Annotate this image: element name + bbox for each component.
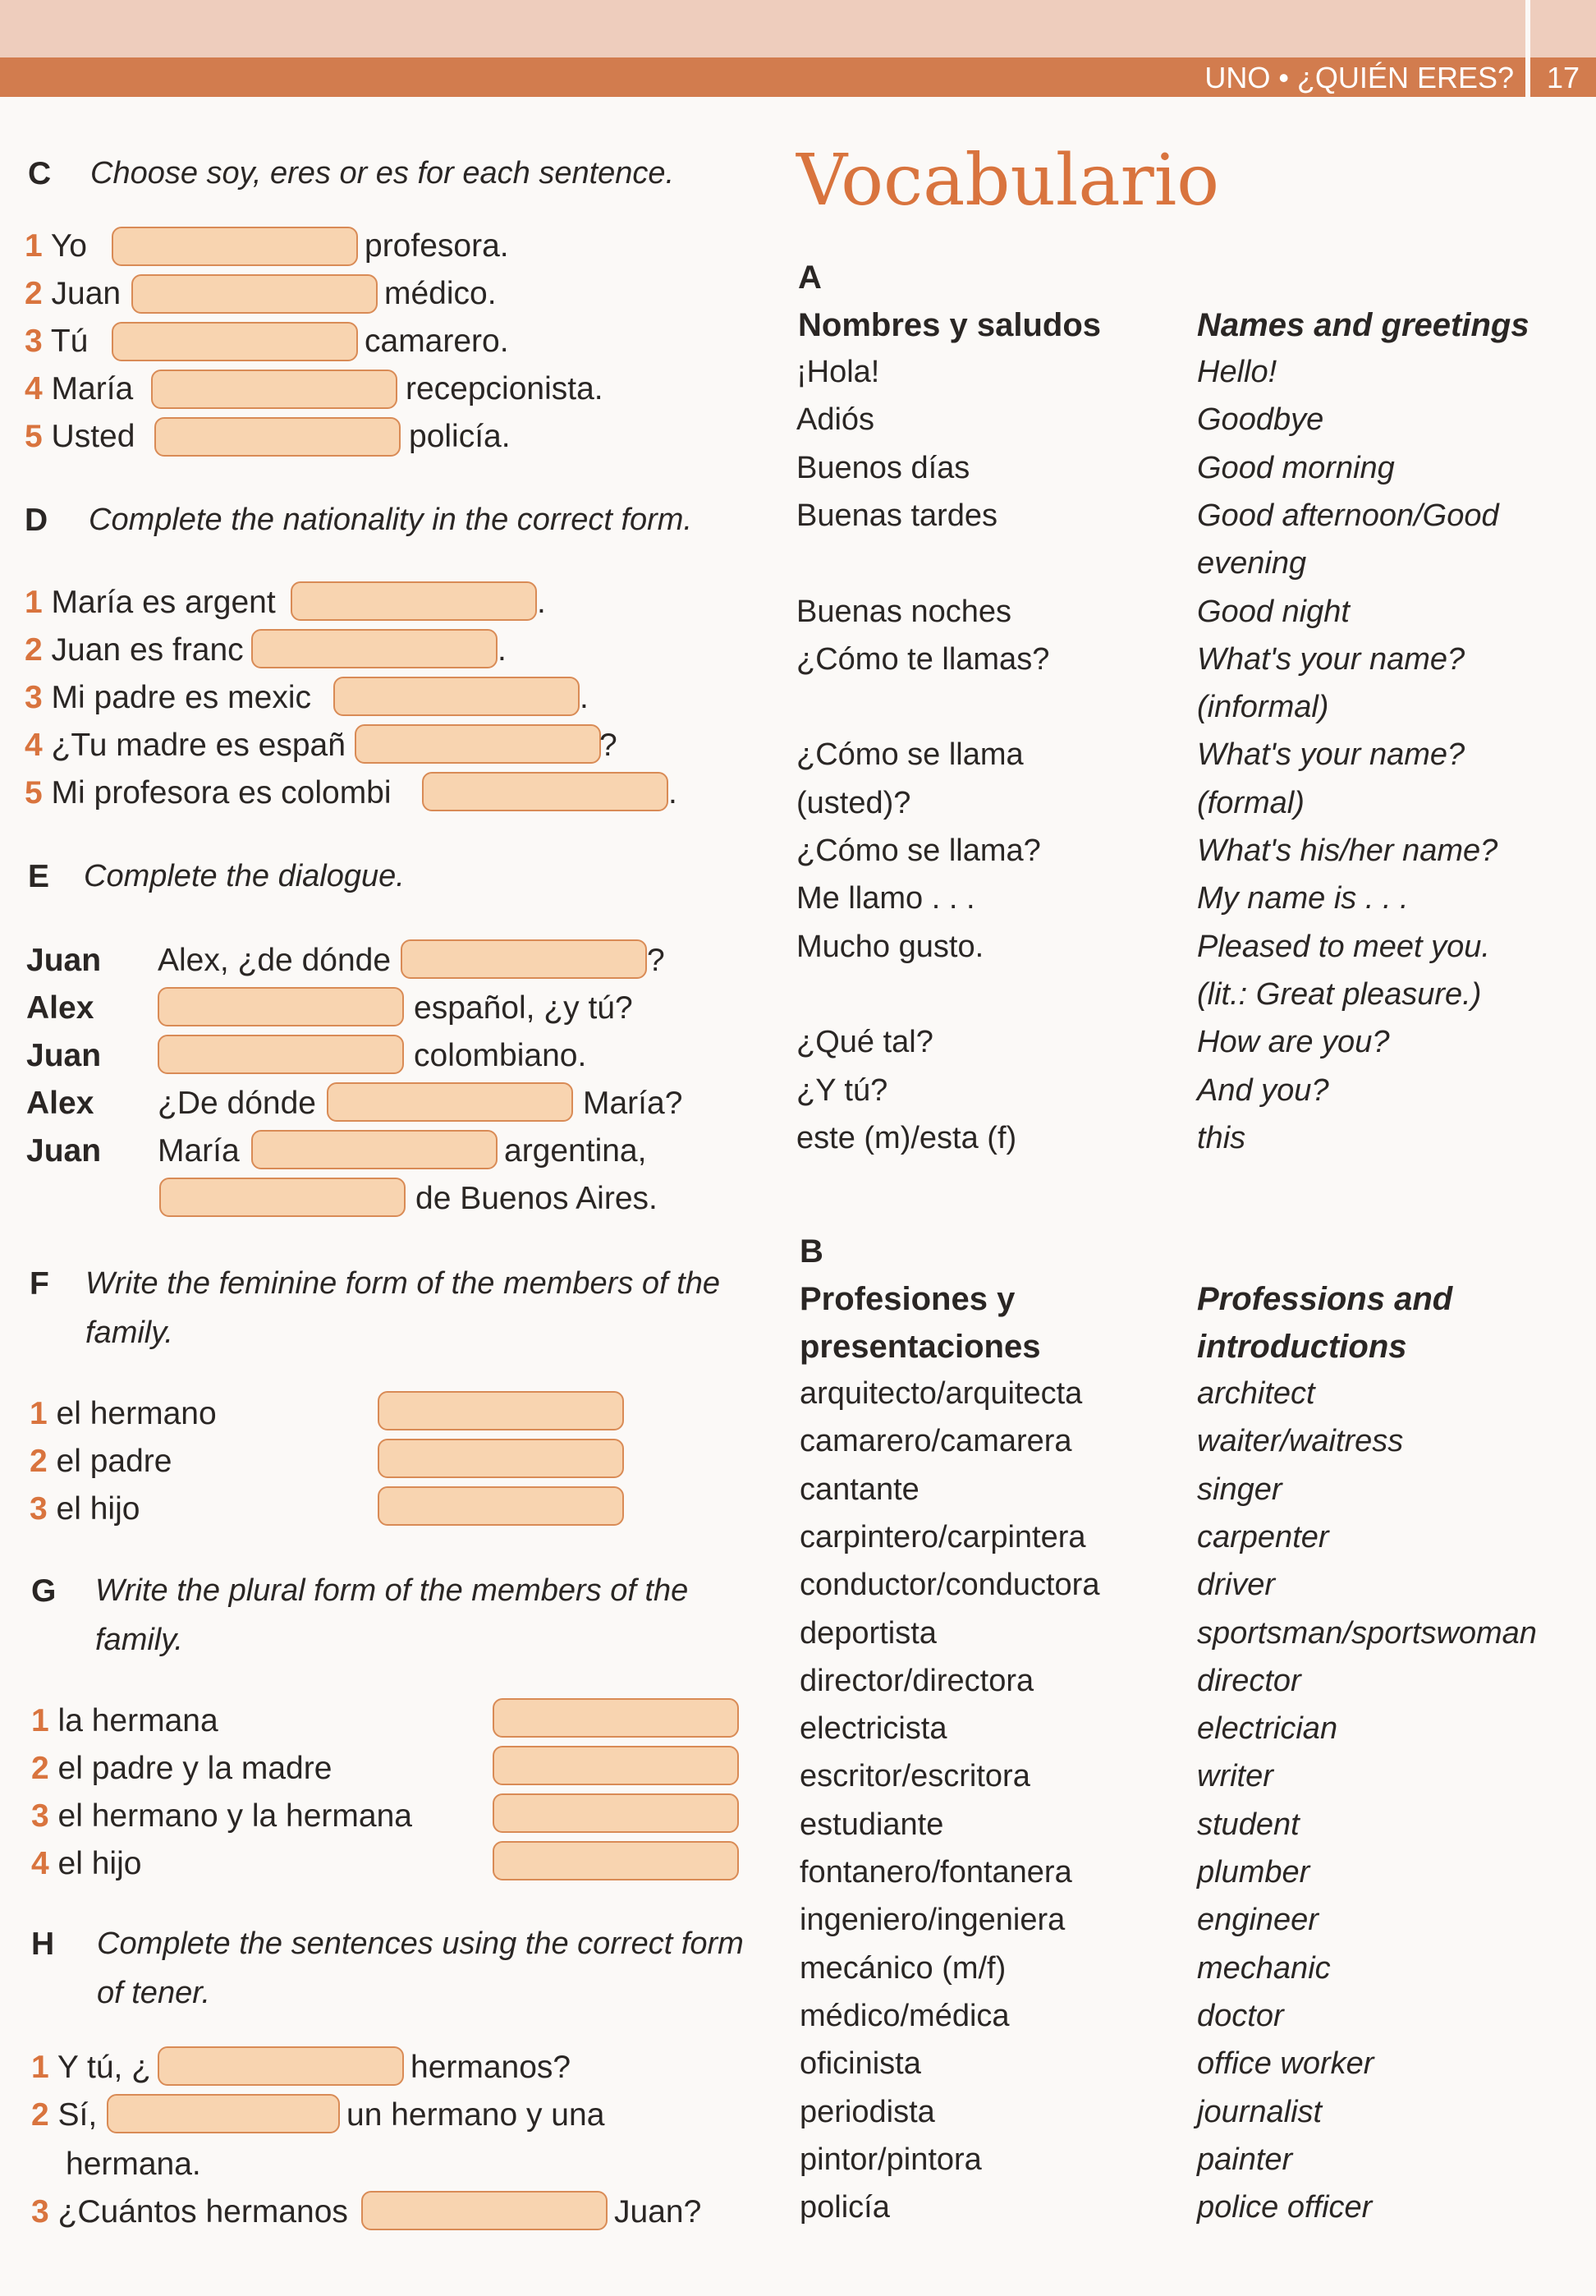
- item-text-after: ?: [599, 728, 617, 763]
- dialogue-text: ¿De dónde: [158, 1086, 316, 1121]
- dialogue-text: Alex, ¿de dónde: [158, 943, 392, 978]
- vocab-term-en: electrician: [1197, 1711, 1338, 1747]
- answer-field[interactable]: [493, 1746, 739, 1785]
- vocab-term-es: ¿Cómo te llamas?: [796, 641, 1050, 677]
- vocab-term-en: doctor: [1197, 1998, 1284, 2033]
- vocab-term-es: oficinista: [800, 2046, 921, 2082]
- answer-field[interactable]: [151, 370, 397, 409]
- answer-field[interactable]: [158, 1035, 404, 1074]
- vocabulary-title: Vocabulario: [796, 140, 1220, 222]
- answer-field[interactable]: [327, 1082, 573, 1122]
- item-number: 3: [25, 324, 43, 359]
- answer-field[interactable]: [493, 1793, 739, 1833]
- exercise-item: [25, 324, 88, 360]
- item-text: Juan: [51, 276, 122, 311]
- exercise-item: [25, 585, 276, 621]
- item-text: Mi profesora es colombi: [51, 775, 392, 810]
- vocab-term-es: escritor/escritora: [800, 1759, 1030, 1794]
- exercise-item: [25, 419, 135, 455]
- vocab-term-es: electricista: [800, 1711, 947, 1747]
- exercise-letter: G: [31, 1573, 57, 1609]
- exercise-item: [31, 2194, 348, 2230]
- dialogue-speaker: Juan: [26, 1038, 102, 1073]
- exercise-instruction: Complete the sentences using the correct form: [97, 1926, 744, 1961]
- vocab-es-heading: presentaciones: [800, 1329, 1041, 1365]
- item-text: la hermana: [57, 1703, 218, 1738]
- item-text-after: .: [537, 585, 546, 620]
- dialogue-speaker: Juan: [26, 1133, 102, 1169]
- item-text: Sí,: [57, 2097, 98, 2133]
- item-number: 2: [30, 1444, 48, 1479]
- vocab-term-en: (lit.: Great pleasure.): [1197, 976, 1482, 1012]
- item-text-after: profesora.: [365, 228, 509, 264]
- exercise-letter: D: [25, 503, 48, 538]
- exercise-item: [31, 1846, 141, 1882]
- exercise-instruction: Choose soy, eres or es for each sentence.: [90, 156, 675, 191]
- vocab-en-heading: Professions and: [1197, 1281, 1453, 1317]
- dialogue-text-after: ?: [647, 943, 665, 978]
- answer-field[interactable]: [112, 322, 358, 361]
- vocab-term-es: Me llamo . . .: [796, 881, 975, 916]
- vocab-term-en: What's your name?: [1197, 641, 1465, 677]
- item-text-after: Juan?: [614, 2194, 702, 2229]
- vocab-term-es: arquitecto/arquitecta: [800, 1376, 1083, 1411]
- exercise-instruction: of tener.: [97, 1976, 211, 2010]
- vocab-term-en: evening: [1197, 546, 1307, 581]
- dialogue-text-after: argentina,: [504, 1133, 647, 1169]
- item-number: 2: [31, 1751, 49, 1786]
- dialogue-speaker: Alex: [26, 990, 94, 1026]
- item-text: el hijo: [56, 1491, 140, 1527]
- dialogue-speaker: Juan: [26, 943, 102, 978]
- answer-field[interactable]: [154, 417, 401, 457]
- item-number: 3: [31, 2194, 49, 2229]
- vocab-term-en: this: [1197, 1120, 1246, 1155]
- dialogue-text-after: de Buenos Aires.: [415, 1181, 658, 1216]
- dialogue-text-after: colombiano.: [414, 1038, 587, 1073]
- vocab-term-en: singer: [1197, 1472, 1282, 1507]
- exercise-item: [25, 276, 121, 312]
- vocab-en-heading: introductions: [1197, 1329, 1407, 1365]
- exercise-item: [25, 775, 392, 811]
- exercise-letter: H: [31, 1926, 55, 1962]
- answer-field[interactable]: [251, 629, 498, 668]
- exercise-instruction: Write the plural form of the members of the: [95, 1573, 689, 1608]
- item-text: el hermano y la hermana: [57, 1798, 412, 1834]
- vocab-term-en: engineer: [1197, 1903, 1319, 1938]
- exercise-instruction: Write the feminine form of the members of the: [85, 1266, 720, 1301]
- exercise-item: [25, 228, 87, 264]
- item-number: 4: [25, 371, 43, 406]
- vocab-term-es: director/directora: [800, 1663, 1034, 1698]
- dialogue-text: María: [158, 1133, 240, 1169]
- item-text: María es argent: [51, 585, 276, 620]
- answer-field[interactable]: [361, 2191, 608, 2230]
- vocab-term-en: How are you?: [1197, 1025, 1390, 1060]
- vocab-term-es: policía: [800, 2190, 890, 2225]
- vocab-term-es: ¿Cómo se llama?: [796, 833, 1041, 868]
- vocab-term-en: And you?: [1197, 1072, 1329, 1108]
- item-number: 1: [31, 2050, 49, 2085]
- answer-field[interactable]: [493, 1698, 739, 1738]
- item-text-after: .: [668, 775, 677, 810]
- item-text-after: camarero.: [365, 324, 509, 359]
- item-number: 1: [30, 1396, 48, 1431]
- vocab-term-en: painter: [1197, 2142, 1293, 2177]
- item-text-after: médico.: [384, 276, 497, 311]
- vocab-term-es: fontanero/fontanera: [800, 1855, 1072, 1890]
- item-text: María: [51, 371, 134, 406]
- item-text-after: recepcionista.: [406, 371, 603, 406]
- item-number: 2: [25, 276, 43, 311]
- page-number: 17: [1546, 61, 1580, 94]
- vocab-es-heading: Profesiones y: [800, 1281, 1016, 1317]
- vocab-term-en: driver: [1197, 1568, 1276, 1603]
- answer-field[interactable]: [107, 2094, 340, 2133]
- answer-field[interactable]: [378, 1439, 624, 1478]
- vocab-term-en: office worker: [1197, 2046, 1374, 2082]
- vocab-term-en: Hello!: [1197, 355, 1277, 389]
- exercise-item: [30, 1444, 172, 1480]
- vocab-term-en: My name is . . .: [1197, 881, 1409, 916]
- vocab-term-es: Mucho gusto.: [796, 929, 984, 964]
- vocab-term-en: student: [1197, 1807, 1300, 1842]
- exercise-item: [31, 2097, 97, 2133]
- item-text-after: policía.: [409, 419, 511, 454]
- exercise-instruction: Complete the dialogue.: [84, 859, 405, 893]
- item-text: el padre y la madre: [57, 1751, 332, 1786]
- vocab-term-es: mecánico (m/f): [800, 1950, 1007, 1986]
- vocab-term-en: Goodbye: [1197, 402, 1324, 438]
- vocab-term-en: police officer: [1197, 2190, 1373, 2225]
- item-text-after: un hermano y una: [346, 2097, 605, 2133]
- item-number: 3: [30, 1491, 48, 1527]
- item-number: 4: [25, 728, 43, 763]
- vocab-term-en: waiter/waitress: [1197, 1424, 1404, 1459]
- vocab-es-heading: Nombres y saludos: [798, 307, 1102, 343]
- answer-field[interactable]: [333, 677, 580, 716]
- answer-field[interactable]: [378, 1391, 624, 1430]
- vocab-section-letter: A: [798, 259, 822, 296]
- answer-field[interactable]: [355, 724, 601, 764]
- exercise-item: [30, 1491, 140, 1527]
- answer-field[interactable]: [131, 274, 378, 314]
- item-number: 1: [25, 228, 43, 264]
- item-text-continued: hermana.: [66, 2147, 201, 2182]
- vocab-term-en: director: [1197, 1663, 1301, 1698]
- vocab-term-en: Good morning: [1197, 450, 1395, 485]
- exercise-letter: C: [28, 156, 52, 191]
- header-top-band: [0, 0, 1596, 57]
- vocab-term-en: Good afternoon/Good: [1197, 498, 1499, 533]
- exercise-letter: E: [28, 859, 50, 894]
- item-text: el padre: [56, 1444, 172, 1479]
- vocab-term-es: este (m)/esta (f): [796, 1120, 1017, 1155]
- vocab-term-es: Adiós: [796, 402, 875, 438]
- item-text: ¿Tu madre es españ: [51, 728, 346, 763]
- item-number: 1: [25, 585, 43, 620]
- exercise-item: [31, 2050, 151, 2086]
- exercise-item: [31, 1703, 218, 1739]
- item-text: Juan es franc: [51, 632, 244, 668]
- item-number: 3: [31, 1798, 49, 1834]
- answer-field[interactable]: [112, 227, 358, 266]
- dialogue-speaker: Alex: [26, 1086, 94, 1121]
- vocab-term-en: (formal): [1197, 785, 1305, 820]
- item-text-after: .: [498, 632, 507, 668]
- answer-field[interactable]: [158, 2046, 404, 2086]
- vocab-term-en: plumber: [1197, 1855, 1310, 1890]
- exercise-item: [25, 728, 346, 764]
- dialogue-text-after: María?: [583, 1086, 683, 1121]
- vocab-term-es: (usted)?: [796, 785, 911, 820]
- vocab-section-letter: B: [800, 1233, 823, 1270]
- vocab-term-es: ¿Qué tal?: [796, 1025, 933, 1060]
- exercise-item: [25, 680, 311, 716]
- exercise-item: [31, 1798, 412, 1835]
- vocab-term-es: carpintero/carpintera: [800, 1519, 1086, 1554]
- vocab-term-en: Good night: [1197, 594, 1350, 629]
- vocab-term-en: journalist: [1197, 2094, 1323, 2129]
- item-text: Tú: [50, 324, 89, 359]
- exercise-instruction: Complete the nationality in the correct form.: [89, 503, 693, 537]
- vocab-term-es: Buenos días: [796, 450, 970, 485]
- exercise-instruction: family.: [95, 1623, 183, 1657]
- vocab-term-es: cantante: [800, 1472, 920, 1507]
- vocab-term-es: ingeniero/ingeniera: [800, 1903, 1066, 1938]
- vocab-term-en: What's your name?: [1197, 737, 1465, 773]
- item-number: 5: [25, 419, 43, 454]
- exercise-item: [31, 1751, 332, 1787]
- vocab-term-es: camarero/camarera: [800, 1424, 1072, 1459]
- vocab-term-es: médico/médica: [800, 1998, 1010, 2033]
- answer-field[interactable]: [158, 987, 404, 1026]
- item-text: el hijo: [57, 1846, 142, 1881]
- answer-field[interactable]: [493, 1841, 739, 1880]
- vocab-term-es: periodista: [800, 2094, 935, 2129]
- chapter-title: UNO • ¿QUIÉN ERES?: [1204, 61, 1514, 94]
- vocab-en-heading: Names and greetings: [1197, 307, 1530, 343]
- vocab-term-en: (informal): [1197, 690, 1329, 725]
- vocab-term-en: carpenter: [1197, 1519, 1329, 1554]
- vocab-term-es: ¿Y tú?: [796, 1072, 888, 1108]
- exercise-item: [30, 1396, 217, 1432]
- answer-field[interactable]: [401, 939, 647, 979]
- item-number: 2: [25, 632, 43, 668]
- answer-field[interactable]: [291, 581, 537, 621]
- dialogue-text-after: español, ¿y tú?: [414, 990, 633, 1026]
- vocab-term-es: deportista: [800, 1615, 937, 1651]
- answer-field[interactable]: [159, 1178, 406, 1217]
- item-text: Mi padre es mexic: [51, 680, 311, 715]
- vocab-term-en: Pleased to meet you.: [1197, 929, 1490, 964]
- item-number: 4: [31, 1846, 49, 1881]
- vocab-term-es: Buenas tardes: [796, 498, 998, 533]
- item-text: el hermano: [56, 1396, 217, 1431]
- exercise-letter: F: [30, 1266, 49, 1302]
- answer-field[interactable]: [422, 772, 668, 811]
- item-text: Usted: [51, 419, 135, 454]
- exercise-instruction: family.: [85, 1316, 173, 1350]
- item-text-after: .: [580, 680, 589, 715]
- item-number: 2: [31, 2097, 49, 2133]
- item-number: 5: [25, 775, 43, 810]
- vocab-term-en: writer: [1197, 1759, 1273, 1794]
- item-text: Y tú, ¿: [57, 2050, 152, 2085]
- vocab-term-es: estudiante: [800, 1807, 944, 1842]
- vocab-term-es: Buenas noches: [796, 594, 1011, 629]
- item-text: Yo: [50, 228, 87, 264]
- vocab-term-en: sportsman/sportswoman: [1197, 1615, 1537, 1651]
- answer-field[interactable]: [378, 1486, 624, 1526]
- vocab-term-en: What's his/her name?: [1197, 833, 1498, 868]
- vocab-term-en: architect: [1197, 1376, 1315, 1411]
- item-text: ¿Cuántos hermanos: [57, 2194, 348, 2229]
- item-text-after: hermanos?: [410, 2050, 571, 2085]
- item-number: 1: [31, 1703, 49, 1738]
- exercise-item: [25, 371, 133, 407]
- vocab-term-es: conductor/conductora: [800, 1568, 1100, 1603]
- vocab-term-en: mechanic: [1197, 1950, 1331, 1986]
- answer-field[interactable]: [251, 1130, 498, 1169]
- item-number: 3: [25, 680, 43, 715]
- vocab-term-es: ¡Hola!: [796, 355, 880, 389]
- vocab-term-es: ¿Cómo se llama: [796, 737, 1024, 773]
- exercise-item: [25, 632, 244, 668]
- vocab-term-es: pintor/pintora: [800, 2142, 982, 2177]
